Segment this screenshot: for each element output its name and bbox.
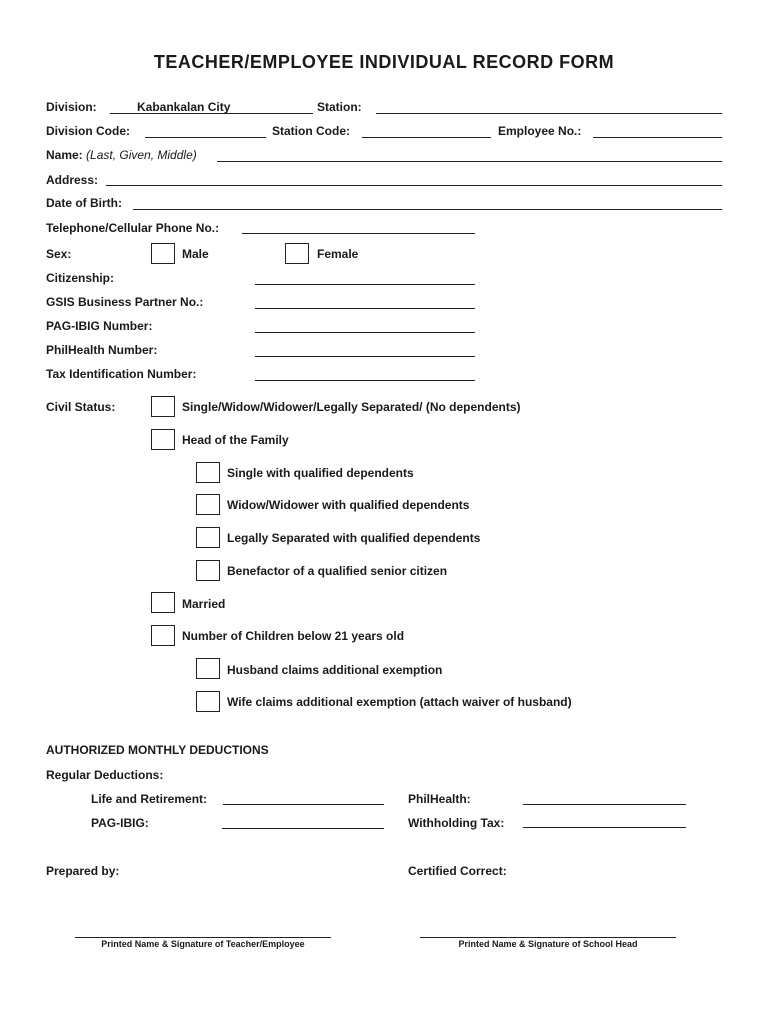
pagibig-label: PAG-IBIG Number:: [46, 319, 153, 333]
name-label-text: Name:: [46, 148, 83, 162]
wife-exemption-checkbox[interactable]: [196, 691, 220, 712]
name-field[interactable]: [217, 161, 722, 162]
female-label: Female: [317, 247, 359, 261]
philhealth-ded-field[interactable]: [523, 804, 686, 805]
married-label: Married: [182, 597, 226, 611]
civil-single-label: Single/Widow/Widower/Legally Separated/ (No dependents): [182, 400, 521, 414]
division-code-field[interactable]: [145, 137, 266, 138]
citizenship-field[interactable]: [255, 284, 475, 285]
employee-signature-caption: Printed Name & Signature of Teacher/Employee: [101, 939, 305, 949]
separated-dependents-label: Legally Separated with qualified dependents: [227, 531, 481, 545]
prepared-by-label: Prepared by:: [46, 864, 120, 878]
benefactor-label: Benefactor of a qualified senior citizen: [227, 564, 448, 578]
certified-label: Certified Correct:: [408, 864, 507, 878]
station-code-label: Station Code:: [272, 124, 350, 138]
name-label: [46, 148, 197, 162]
phone-label: Telephone/Cellular Phone No.:: [46, 221, 220, 235]
division-code-label: Division Code:: [46, 124, 131, 138]
station-label: Station:: [317, 100, 362, 114]
regular-deductions-label: Regular Deductions:: [46, 768, 164, 782]
gsis-field[interactable]: [255, 308, 475, 309]
phone-field[interactable]: [242, 233, 475, 234]
withholding-label: Withholding Tax:: [408, 816, 505, 830]
division-value: Kabankalan City: [137, 100, 231, 114]
deductions-title: AUTHORIZED MONTHLY DEDUCTIONS: [46, 743, 269, 757]
wife-exemption-label: Wife claims additional exemption (attach waiver of husband): [227, 695, 572, 709]
life-retirement-label: Life and Retirement:: [91, 792, 208, 806]
children-label: Number of Children below 21 years old: [182, 629, 405, 643]
address-field[interactable]: [106, 185, 722, 186]
dob-label: Date of Birth:: [46, 196, 122, 210]
form-title: TEACHER/EMPLOYEE INDIVIDUAL RECORD FORM: [153, 52, 615, 72]
single-dependents-checkbox[interactable]: [196, 462, 220, 483]
male-checkbox[interactable]: [151, 243, 175, 264]
tin-label: Tax Identification Number:: [46, 367, 197, 381]
female-checkbox[interactable]: [285, 243, 309, 264]
civil-head-checkbox[interactable]: [151, 429, 175, 450]
husband-exemption-checkbox[interactable]: [196, 658, 220, 679]
name-hint: (Last, Given, Middle): [86, 148, 197, 162]
dob-field[interactable]: [133, 209, 722, 210]
pagibig-ded-field[interactable]: [222, 828, 384, 829]
children-checkbox[interactable]: [151, 625, 175, 646]
address-label: Address:: [46, 173, 99, 187]
head-signature-caption: Printed Name & Signature of School Head: [458, 939, 638, 949]
employee-signature-line[interactable]: [75, 937, 331, 938]
employee-no-field[interactable]: [593, 137, 722, 138]
married-checkbox[interactable]: [151, 592, 175, 613]
male-label: Male: [182, 247, 209, 261]
gsis-label: GSIS Business Partner No.:: [46, 295, 204, 309]
husband-exemption-label: Husband claims additional exemption: [227, 663, 443, 677]
widow-dependents-checkbox[interactable]: [196, 494, 220, 515]
philhealth-ded-label: PhilHealth:: [408, 792, 471, 806]
tin-field[interactable]: [255, 380, 475, 381]
philhealth-label: PhilHealth Number:: [46, 343, 158, 357]
life-retirement-field[interactable]: [223, 804, 384, 805]
civil-status-label: Civil Status:: [46, 400, 116, 414]
civil-head-label: Head of the Family: [182, 433, 289, 447]
civil-single-checkbox[interactable]: [151, 396, 175, 417]
widow-dependents-label: Widow/Widower with qualified dependents: [227, 498, 470, 512]
station-field[interactable]: [376, 113, 722, 114]
single-dependents-label: Single with qualified dependents: [227, 466, 414, 480]
separated-dependents-checkbox[interactable]: [196, 527, 220, 548]
philhealth-field[interactable]: [255, 356, 475, 357]
sex-label: Sex:: [46, 247, 72, 261]
employee-no-label: Employee No.:: [498, 124, 582, 138]
division-label: Division:: [46, 100, 97, 114]
station-code-field[interactable]: [362, 137, 491, 138]
benefactor-checkbox[interactable]: [196, 560, 220, 581]
pagibig-field[interactable]: [255, 332, 475, 333]
head-signature-line[interactable]: [420, 937, 676, 938]
withholding-field[interactable]: [523, 827, 686, 828]
pagibig-ded-label: PAG-IBIG:: [91, 816, 149, 830]
citizenship-label: Citizenship:: [46, 271, 114, 285]
